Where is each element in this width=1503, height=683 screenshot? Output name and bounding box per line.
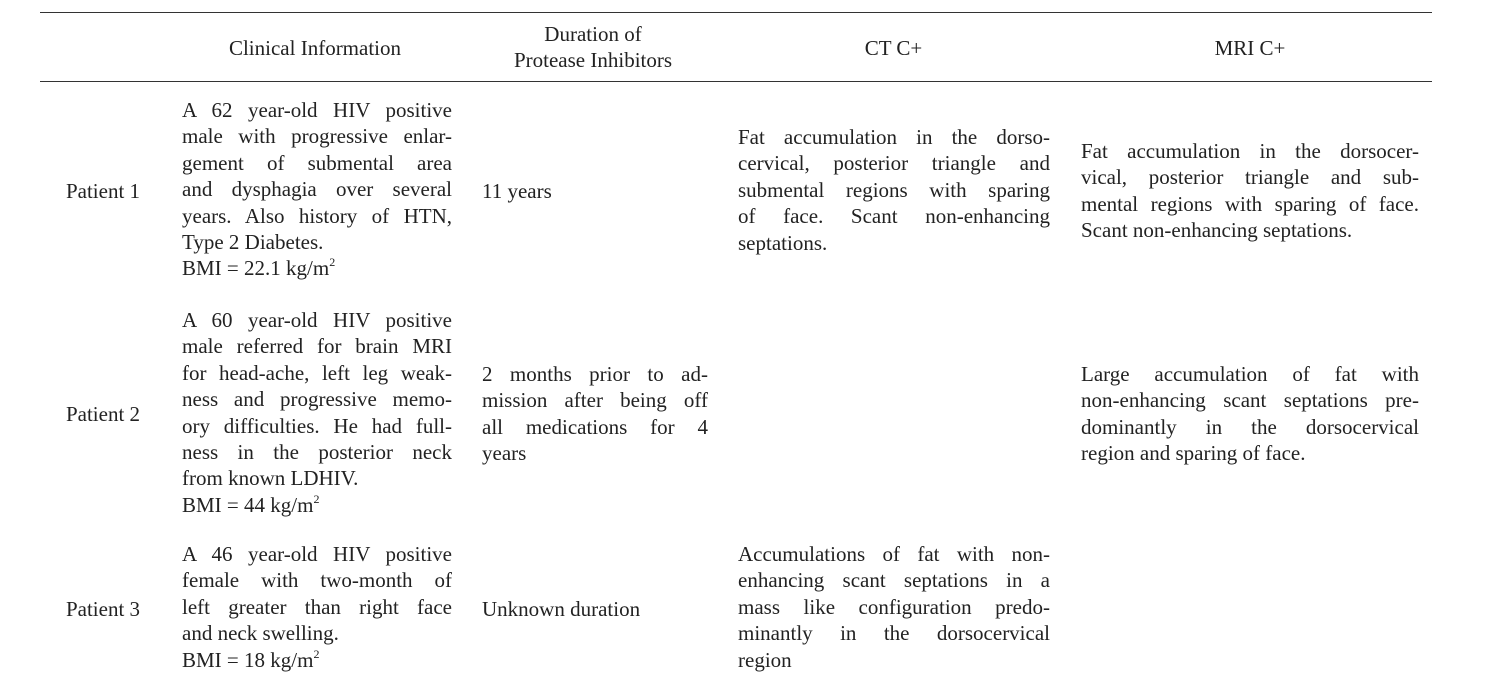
row-2-clinical <box>182 307 452 518</box>
row-2-duration <box>482 361 708 467</box>
row-2-mri-line: region and sparing of face. <box>1081 441 1306 466</box>
row-1-clinical-line: male with progressive enlar- <box>182 124 452 149</box>
row-3-bmi <box>182 647 452 673</box>
row-3-bmi-exponent: 2 <box>313 646 320 661</box>
row-1-ct-line: cervical, posterior triangle and <box>738 151 1050 176</box>
row-1-ct-line: Fat accumulation in the dorso- <box>738 125 1050 149</box>
row-1-mri-line: vical, posterior triangle and sub- <box>1081 165 1419 190</box>
row-2-clinical-line: ory difficulties. He had full- <box>182 413 452 438</box>
row-2-clinical-line: for head-ache, left leg weak- <box>182 360 452 385</box>
row-3-ct <box>738 541 1050 673</box>
row-1-mri-line: Scant non-enhancing septations. <box>1081 218 1353 243</box>
row-1-clinical-line: years. Also history of HTN, <box>182 203 452 228</box>
row-2-mri-line: dominantly in the dorsocervical <box>1081 414 1419 439</box>
row-1-ct-line: septations. <box>738 230 828 255</box>
row-1-mri <box>1081 138 1419 244</box>
row-1-patient: Patient 1 <box>65 179 141 203</box>
header-ct <box>736 35 1051 61</box>
header-mri-label: MRI C+ <box>1214 36 1286 60</box>
row-2-bmi-value: BMI = 44 kg/m <box>182 492 314 517</box>
header-mri <box>1080 35 1420 61</box>
header-duration-line1: Duration of <box>544 22 642 46</box>
row-1-clinical-line: and dysphagia over several <box>182 177 452 202</box>
table-top-rule <box>40 12 1432 13</box>
row-1-clinical-line: Type 2 Diabetes. <box>182 230 324 255</box>
row-2-duration-line: 2 months prior to ad- <box>482 362 708 386</box>
row-3-patient: Patient 3 <box>65 597 141 621</box>
row-2-patient: Patient 2 <box>65 402 141 426</box>
row-2-duration-line: years <box>482 441 527 466</box>
row-3-ct-line: region <box>738 647 792 672</box>
row-2-duration-line: all medications for 4 <box>482 414 708 439</box>
header-clinical-information <box>170 35 460 61</box>
table-header-rule <box>40 81 1432 82</box>
row-3-ct-line: mass like configuration predo- <box>738 594 1050 619</box>
row-1-mri-line: mental regions with sparing of face. <box>1081 191 1419 216</box>
row-2-clinical-line: ness and progressive memo- <box>182 387 452 412</box>
row-1-ct-line: submental regions with sparing <box>738 177 1050 202</box>
row-3-clinical-line: female with two-month of <box>182 568 452 593</box>
row-2-bmi <box>182 492 452 518</box>
row-3-ct-line: enhancing scant septations in a <box>738 568 1050 593</box>
row-3-ct-line: minantly in the dorsocervical <box>738 621 1050 646</box>
row-3-bmi-value: BMI = 18 kg/m <box>182 647 314 672</box>
row-3-clinical-line: A 46 year-old HIV positive <box>182 542 452 566</box>
row-1-bmi-value: BMI = 22.1 kg/m <box>182 256 330 281</box>
row-2-clinical-line: A 60 year-old HIV positive <box>182 308 452 332</box>
row-2-mri-line: Large accumulation of fat with <box>1081 362 1419 386</box>
header-clinical-label: Clinical Information <box>228 36 402 60</box>
row-1-ct-line: of face. Scant non-enhancing <box>738 204 1050 229</box>
row-1-bmi-exponent: 2 <box>329 255 336 270</box>
row-1-duration <box>482 178 708 204</box>
row-1-clinical-line: gement of submental area <box>182 150 452 175</box>
row-1-duration-line: 11 years <box>482 179 552 203</box>
header-duration-line2: Protease Inhibitors <box>513 48 673 72</box>
row-1-clinical <box>182 97 452 282</box>
row-3-clinical-line: left greater than right face <box>182 594 452 619</box>
row-3-ct-line: Accumulations of fat with non- <box>738 542 1050 566</box>
row-2-clinical-line: ness in the posterior neck <box>182 440 452 465</box>
row-3-duration-line: Unknown duration <box>482 597 641 621</box>
row-2-clinical-line: male referred for brain MRI <box>182 334 452 359</box>
header-duration <box>478 21 708 73</box>
row-3-clinical <box>182 541 452 673</box>
row-2-bmi-exponent: 2 <box>313 491 320 506</box>
header-ct-label: CT C+ <box>864 36 923 60</box>
row-1-bmi <box>182 255 452 281</box>
row-1-mri-line: Fat accumulation in the dorsocer- <box>1081 139 1419 163</box>
row-2-mri <box>1081 361 1419 467</box>
row-3-clinical-line: and neck swelling. <box>182 621 339 646</box>
row-2-clinical-line: from known LDHIV. <box>182 466 359 491</box>
row-1-clinical-line: A 62 year-old HIV positive <box>182 98 452 122</box>
row-2-duration-line: mission after being off <box>482 388 708 413</box>
row-1-ct <box>738 124 1050 256</box>
row-3-duration <box>482 596 708 622</box>
row-2-mri-line: non-enhancing scant septations pre- <box>1081 388 1419 413</box>
